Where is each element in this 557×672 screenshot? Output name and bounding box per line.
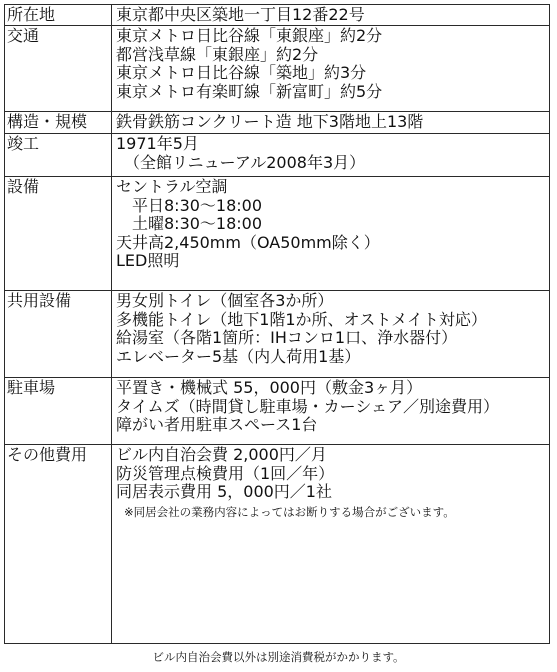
structure-text: 鉄骨鉄筋コンクリート造 地下3階地上13階 bbox=[116, 112, 424, 131]
equipment-line: 天井高2,450mm（OA50mm除く） bbox=[116, 232, 380, 252]
row-value-structure bbox=[112, 112, 550, 134]
fee-note: ※同居会社の業務内容によってはお断りする場合がございます。 bbox=[124, 504, 455, 519]
tax-footnote: ビル内自治会費以外は別途消費税がかかります。 bbox=[152, 650, 405, 664]
table-row bbox=[5, 177, 550, 291]
table-row bbox=[5, 112, 550, 134]
row-label-other-fees: その他費用 bbox=[5, 445, 112, 644]
table-row bbox=[5, 291, 550, 378]
row-label-access: 交通 bbox=[5, 26, 112, 112]
row-label-equipment: 設備 bbox=[5, 177, 112, 291]
parking-line: 障がい者用駐車スペース1台 bbox=[116, 415, 318, 434]
table-row bbox=[5, 26, 550, 112]
access-line: 東京メトロ日比谷線「築地」約3分 bbox=[116, 63, 367, 82]
row-label-common-facilities: 共用設備 bbox=[5, 291, 112, 378]
table-row bbox=[5, 378, 550, 445]
parking-line: 平置き・機械式 55，000円（敷金3ヶ月） bbox=[116, 378, 423, 397]
building-spec-sheet bbox=[4, 4, 550, 644]
row-label-structure: 構造・規模 bbox=[5, 112, 112, 134]
row-value-location bbox=[112, 5, 550, 26]
row-value-other-fees bbox=[112, 445, 550, 644]
row-value-access bbox=[112, 26, 550, 112]
address-text: 東京都中央区築地一丁目12番22号 bbox=[116, 5, 365, 24]
access-line: 東京メトロ日比谷線「東銀座」約2分 bbox=[116, 26, 383, 45]
completion-line: 1971年5月 bbox=[116, 134, 199, 153]
table-row bbox=[5, 5, 550, 26]
completion-line: （全館リニューアル2008年3月） bbox=[124, 152, 366, 172]
table-row bbox=[5, 445, 550, 644]
facility-line: 男女別トイレ（個室各3か所） bbox=[116, 291, 334, 310]
fee-line: 同居表示費用 5，000円／1社 bbox=[116, 482, 332, 501]
facility-line: 多機能トイレ（地下1階1か所、オストメイト対応） bbox=[116, 309, 487, 329]
row-value-common-facilities bbox=[112, 291, 550, 378]
spec-table bbox=[4, 4, 550, 644]
row-label-parking: 駐車場 bbox=[5, 378, 112, 445]
table-row bbox=[5, 134, 550, 177]
row-value-parking bbox=[112, 378, 550, 445]
access-line: 都営浅草線「東銀座」約2分 bbox=[116, 44, 319, 64]
fee-line: 防災管理点検費用（1回／年） bbox=[116, 463, 335, 483]
row-value-completion bbox=[112, 134, 550, 177]
row-value-equipment bbox=[112, 177, 550, 291]
equipment-line: LED照明 bbox=[116, 251, 180, 270]
facility-line: 給湯室（各階1箇所：IHコンロ1口、浄水器付） bbox=[116, 328, 458, 347]
equipment-line: 平日8:30〜18:00 bbox=[132, 195, 263, 215]
access-line: 東京メトロ有楽町線「新富町」約5分 bbox=[116, 81, 383, 101]
row-label-location: 所在地 bbox=[5, 5, 112, 26]
equipment-line: 土曜8:30〜18:00 bbox=[132, 214, 263, 233]
row-label-completion: 竣工 bbox=[5, 134, 112, 177]
facility-line: エレベーター5基（内人荷用1基） bbox=[116, 346, 361, 366]
fee-line: ビル内自治会費 2,000円／月 bbox=[116, 445, 327, 464]
parking-line: タイムズ（時間貸し駐車場・カーシェア／別途費用） bbox=[116, 396, 500, 416]
equipment-line: セントラル空調 bbox=[116, 177, 228, 196]
